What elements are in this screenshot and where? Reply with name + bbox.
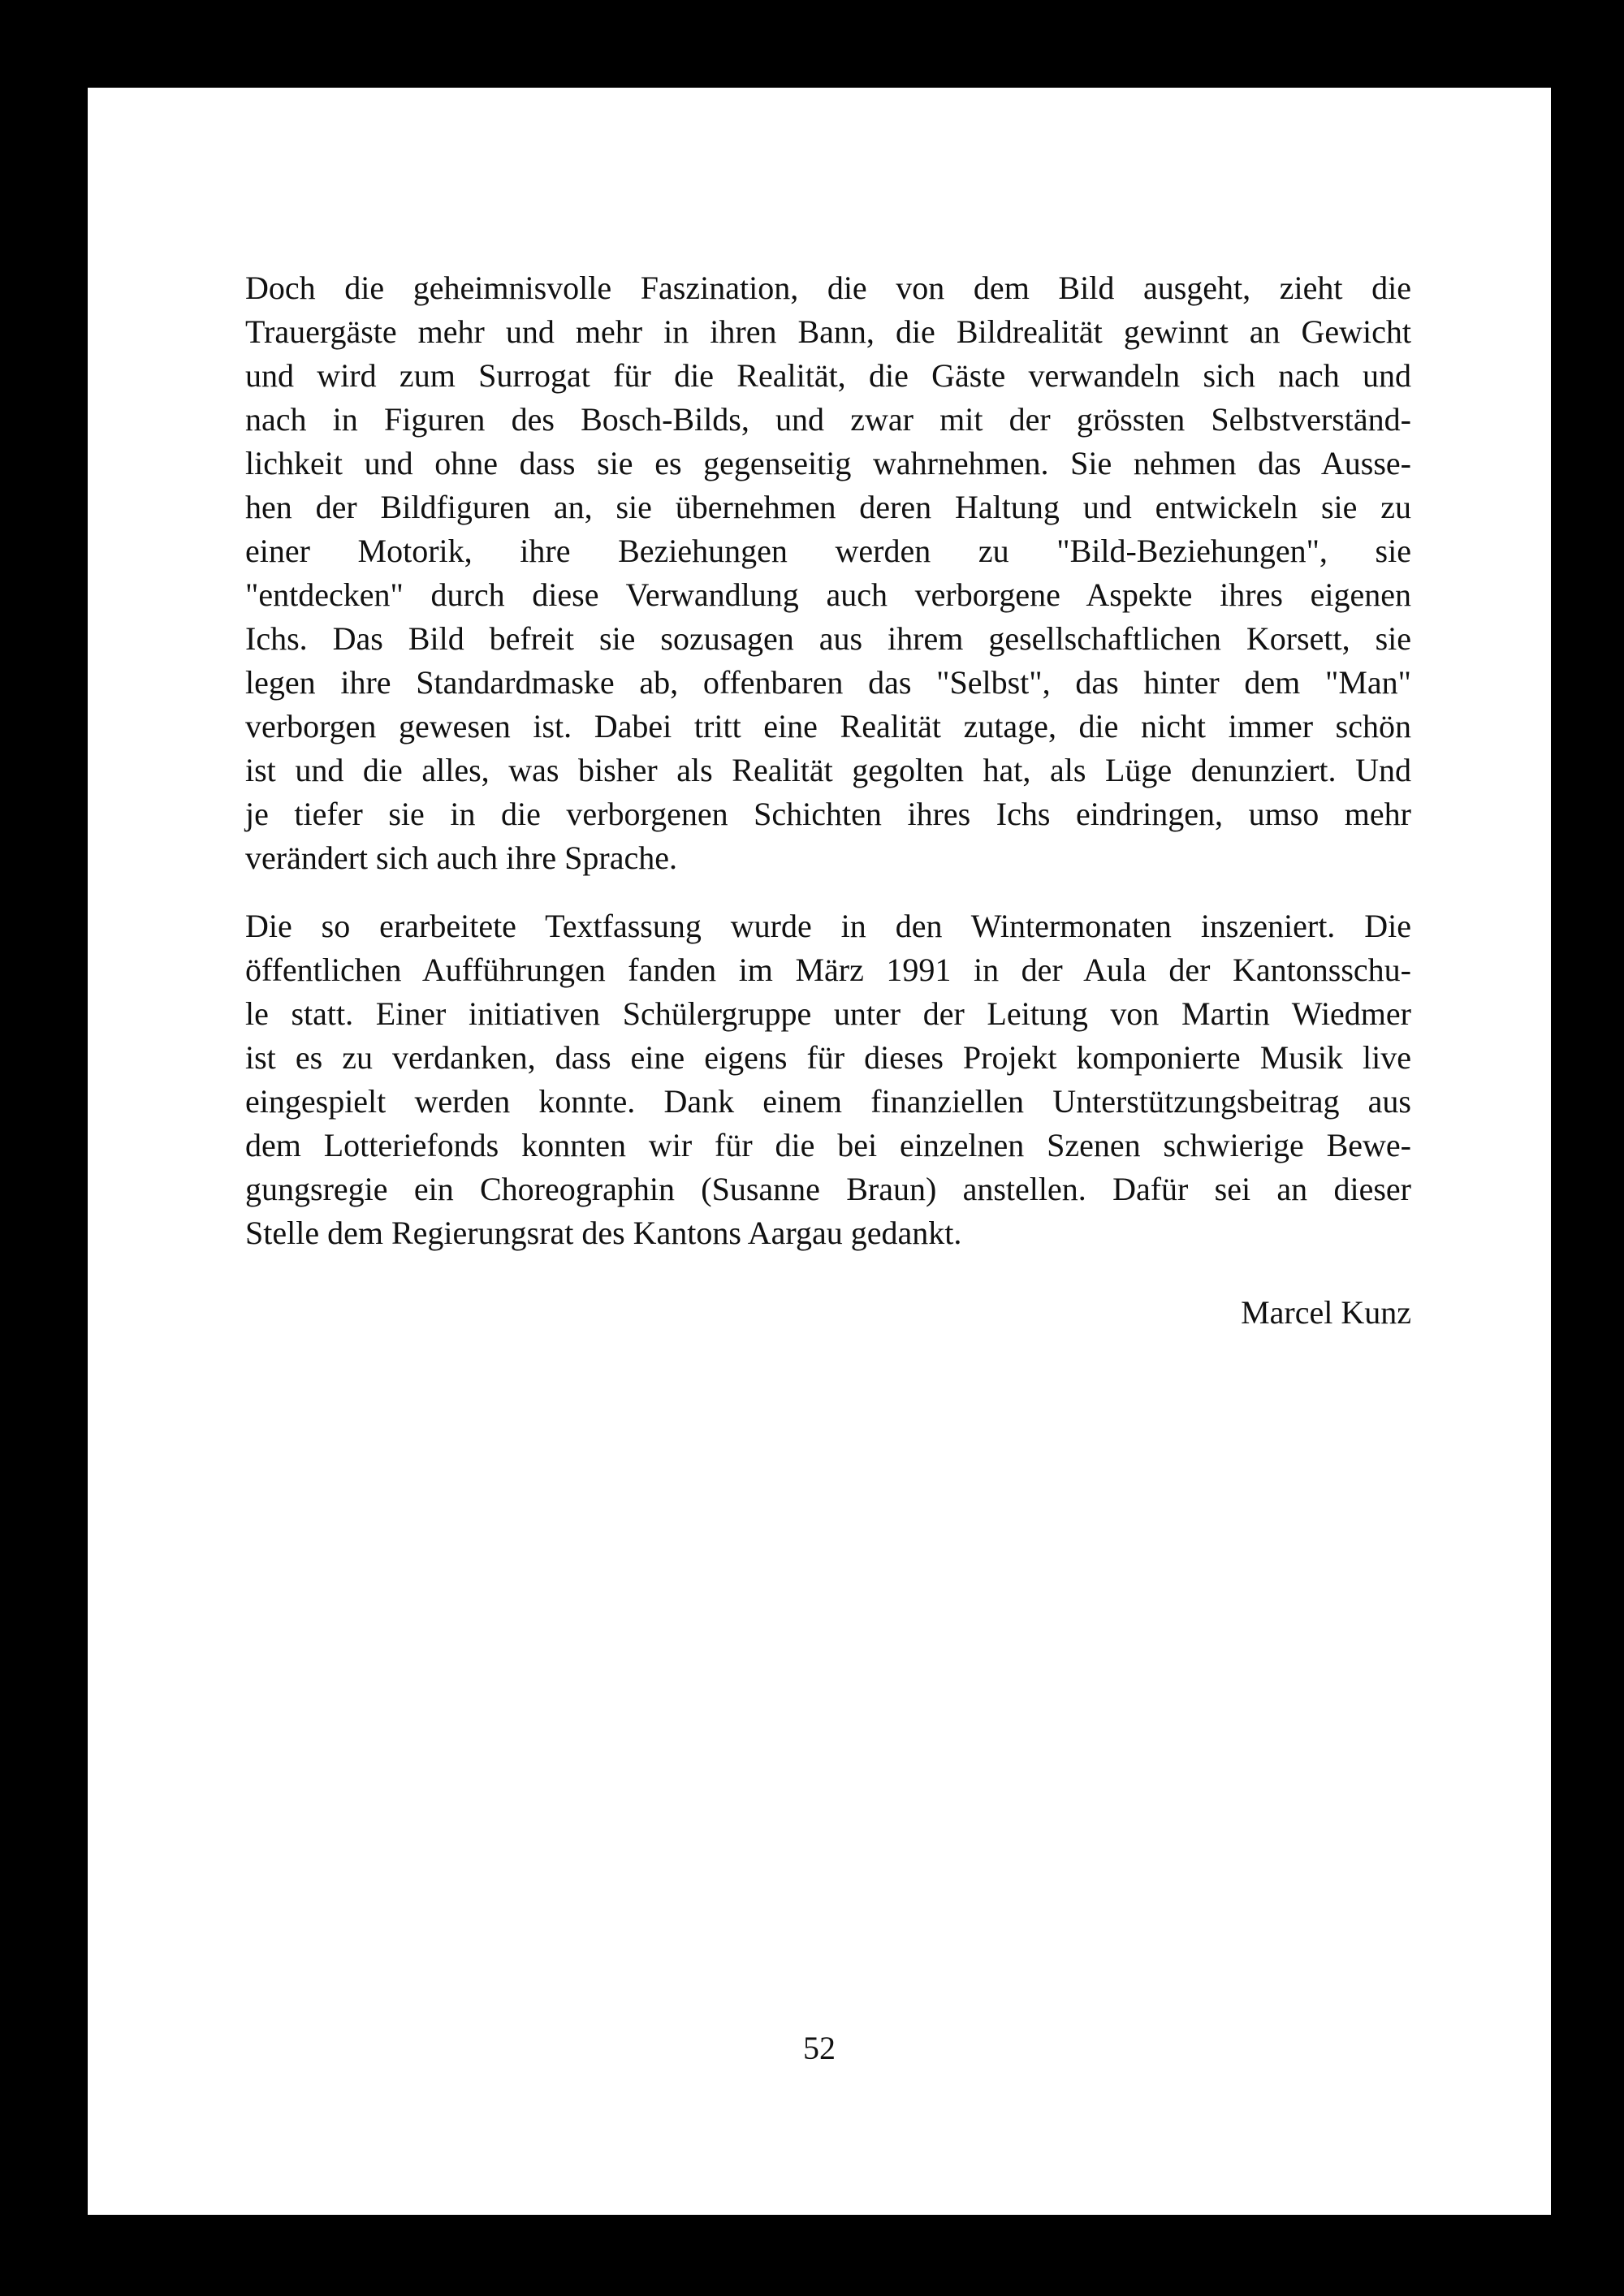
paragraph-line: Die so erarbeitete Textfassung wurde in den Wintermonaten inszeniert. Die [245, 908, 1411, 944]
document-page [88, 88, 1551, 2215]
paragraph-line: lichkeit und ohne dass sie es gegenseitig wahrnehmen. Sie nehmen das Ausse- [245, 445, 1411, 481]
paragraph-line: dem Lotteriefonds konnten wir für die bei einzelnen Szenen schwierige Bewe- [245, 1127, 1411, 1163]
paragraph-line: je tiefer sie in die verborgenen Schichten ihres Ichs eindringen, umso mehr [245, 796, 1411, 832]
paragraph-line: Trauergäste mehr und mehr in ihren Bann, die Bildrealität gewinnt an Gewicht [245, 313, 1411, 350]
paragraph-line: verborgen gewesen ist. Dabei tritt eine Realität zutage, die nicht immer schön [245, 708, 1411, 744]
paragraph-line: eingespielt werden konnte. Dank einem finanziellen Unterstützungsbeitrag aus [245, 1083, 1411, 1120]
paragraph-line: Doch die geheimnisvolle Faszination, die von dem Bild ausgeht, zieht die [245, 270, 1411, 306]
paragraph-line: legen ihre Standardmaske ab, offenbaren das "Selbst", das hinter dem "Man" [245, 664, 1411, 701]
paragraph-line: ist und die alles, was bisher als Realität gegolten hat, als Lüge denunziert. Und [245, 752, 1411, 788]
paragraph-line: ist es zu verdanken, dass eine eigens für dieses Projekt komponierte Musik live [245, 1039, 1411, 1076]
paragraph-line: öffentlichen Aufführungen fanden im März 1991 in der Aula der Kantonsschu- [245, 952, 1411, 988]
paragraph-line: verändert sich auch ihre Sprache. [245, 839, 677, 876]
paragraph-line: Ichs. Das Bild befreit sie sozusagen aus ihrem gesellschaftlichen Korsett, sie [245, 620, 1411, 657]
page-number: 52 [803, 2030, 836, 2066]
paragraph-line: gungsregie ein Choreographin (Susanne Braun) anstellen. Dafür sei an dieser [245, 1171, 1411, 1207]
author-signature: Marcel Kunz [1241, 1294, 1411, 1331]
paragraph-2 [245, 904, 1411, 1255]
paragraph-line: nach in Figuren des Bosch-Bilds, und zwar mit der grössten Selbstverständ- [245, 401, 1411, 438]
paragraph-line: und wird zum Surrogat für die Realität, die Gäste verwandeln sich nach und [245, 357, 1411, 394]
paragraph-line: Stelle dem Regierungsrat des Kantons Aargau gedankt. [245, 1215, 962, 1251]
paragraph-line: le statt. Einer initiativen Schülergruppe unter der Leitung von Martin Wiedmer [245, 995, 1411, 1032]
paragraph-line: hen der Bildfiguren an, sie übernehmen deren Haltung und entwickeln sie zu [245, 489, 1411, 525]
paragraph-1 [245, 266, 1411, 880]
paragraph-line: "entdecken" durch diese Verwandlung auch verborgene Aspekte ihres eigenen [245, 576, 1411, 613]
paragraph-line: einer Motorik, ihre Beziehungen werden zu "Bild-Beziehungen", sie [245, 533, 1411, 569]
